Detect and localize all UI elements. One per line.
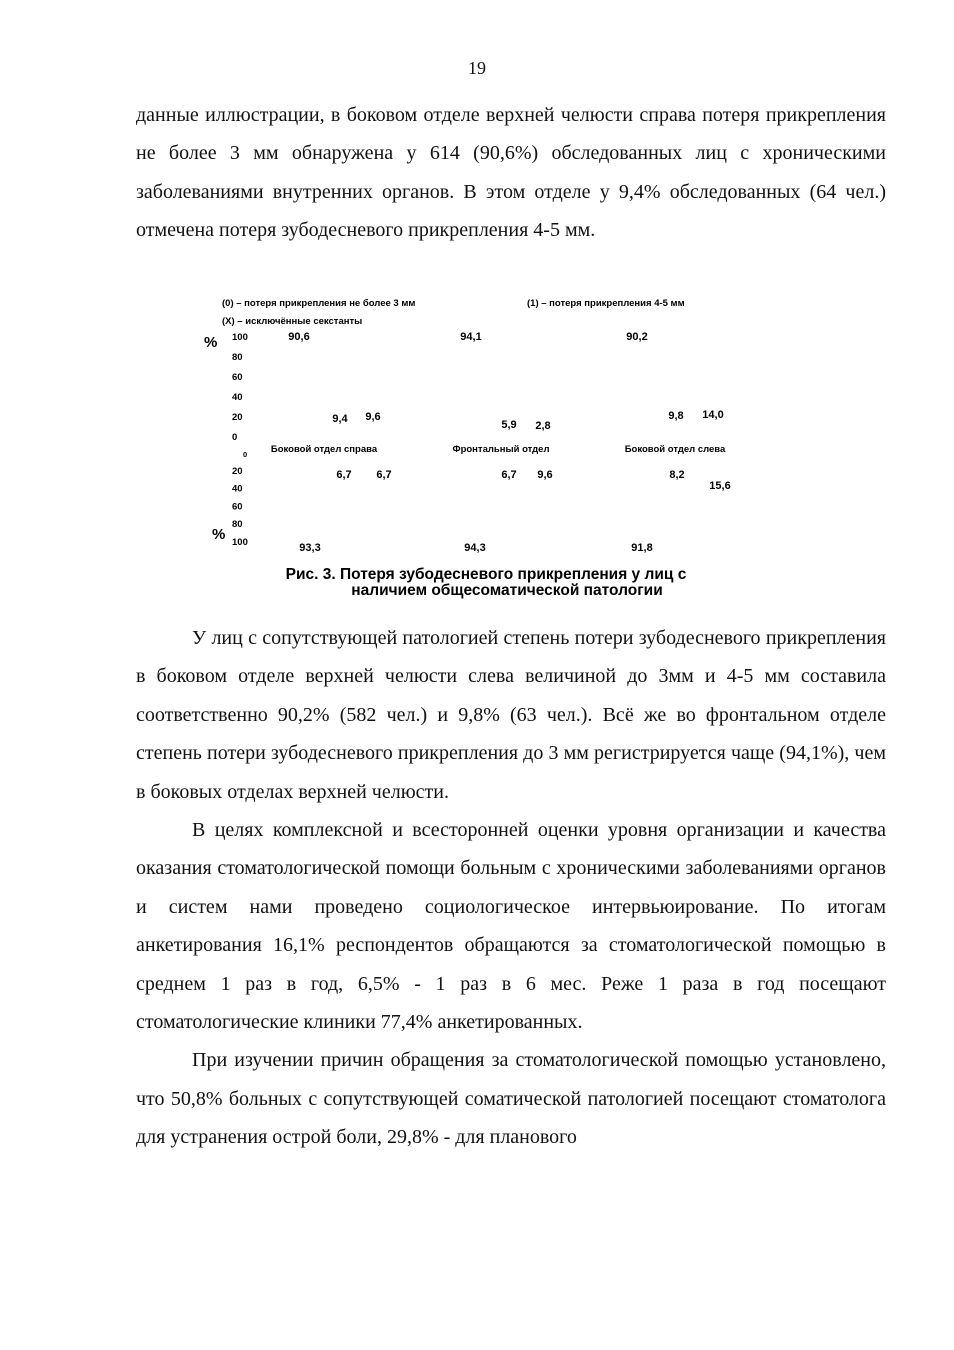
paragraph: При изучении причин обращения за стоматологической помощью установлено, что 50,8% больных с сопутствующей соматической патологией посещают стоматолога для устранения острой боли, 29,8% - для планового [136,1049,886,1149]
paragraph: У лиц с сопутствующей патологией степень потери зубодесневого прикрепления в боковом отделе верхней челюсти слева величиной до 3мм и 4-5 мм составила соответственно 90,2% (582 чел.) и 9,8% (63 чел.). Всё же во фронтальном отделе степень потери зубодесневого прикрепления до 3 мм регистрируется чаще (94,1%), чем в боковых отделах верхней челюсти. [136,627,886,803]
legend-item-1: (1) – потеря прикрепления 4-5 мм [527,298,685,309]
y-tick-lower: 100 [232,536,248,548]
y-tick-zero: 0 [243,450,248,459]
y-tick-lower: 40 [232,483,243,495]
y-tick-upper: 100 [232,332,248,343]
data-label-upper-series2: 2,8 [535,420,551,432]
data-label-lower-series0: 91,8 [631,542,653,554]
figure-caption-line-1: Рис. 3. Потеря зубодесневого прикрепления у лиц с [285,566,687,583]
y-tick-upper: 20 [232,412,243,423]
category-label: Боковой отдел справа [270,444,378,455]
data-label-lower-series1: 6,7 [336,469,352,481]
figure-chart [195,293,765,603]
chart-svg [195,293,765,603]
page-number: 19 [468,58,486,78]
text-block-lower [136,619,886,1157]
data-label-lower-series0: 93,3 [299,542,321,554]
legend-item-2: (X) – исключённые секстанты [222,316,363,327]
data-label-upper-series2: 14,0 [702,409,724,421]
y-tick-lower: 20 [232,466,243,477]
text-block-top [136,96,886,250]
y-axis-label-upper: % [204,334,218,351]
y-tick-lower: 80 [232,519,243,531]
data-label-upper-series1: 5,9 [501,419,517,431]
y-axis-label-lower: % [212,526,226,543]
paragraph: данные иллюстрации, в боковом отделе верхней челюсти справа потеря прикрепления не более 3 мм обнаружена у 614 (90,6%) обследованных лиц с хроническими заболеваниями внутренних органов. В этом отделе у 9,4% обследованных (64 чел.) отмечена потеря зубодесневого прикрепления 4-5 мм. [136,104,886,242]
figure-caption-line-2: наличием общесоматической патологии [351,582,663,599]
y-tick-lower: 60 [232,501,243,513]
category-label: Боковой отдел слева [624,444,726,455]
data-label-lower-series2: 6,7 [376,469,392,481]
data-label-upper-series1: 9,8 [668,410,684,422]
y-tick-upper: 80 [232,352,243,363]
paragraph: В целях комплексной и всесторонней оценки уровня организации и качества оказания стоматологической помощи больным с хроническими заболеваниями органов и систем нами проведено социологическое интервьюирование. По итогам анкетирования 16,1% респондентов обращаются за стоматологической помощью в среднем 1 раз в год, 6,5% - 1 раз в 6 мес. Реже 1 раза в год посещают стоматологические клиники 77,4% анкетированных. [136,819,886,1034]
y-tick-upper: 60 [232,372,243,383]
y-tick-upper: 0 [232,432,238,443]
data-label-upper-series0: 94,1 [460,331,482,343]
data-label-lower-series2: 15,6 [709,480,731,492]
data-label-upper-series0: 90,2 [626,331,648,343]
data-label-lower-series1: 6,7 [501,469,517,481]
category-label: Фронтальный отдел [452,444,550,455]
y-tick-upper: 40 [232,392,243,403]
data-label-lower-series1: 8,2 [669,469,685,481]
data-label-upper-series2: 9,6 [365,411,381,423]
data-label-lower-series0: 94,3 [464,542,486,554]
legend-item-0: (0) – потеря прикрепления не более 3 мм [222,298,416,309]
data-label-lower-series2: 9,6 [537,469,553,481]
data-label-upper-series1: 9,4 [332,413,348,425]
data-label-upper-series0: 90,6 [288,331,310,343]
